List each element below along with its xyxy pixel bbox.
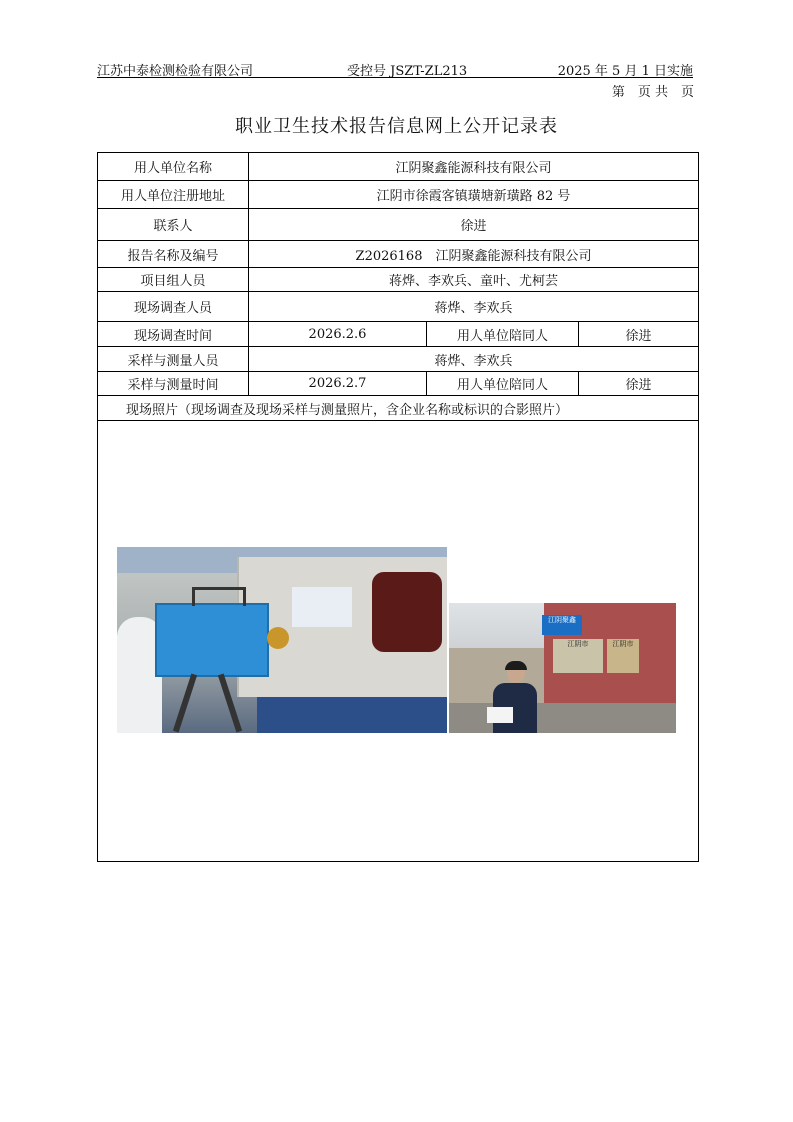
table-row (98, 421, 699, 862)
team-value: 蒋烨、李欢兵、童叶、尤柯芸 (249, 268, 699, 292)
document-title: 职业卫生技术报告信息网上公开记录表 (235, 116, 558, 137)
table-row (98, 396, 699, 421)
record-table (97, 152, 699, 862)
company-sign: 江阴聚鑫 (542, 615, 582, 635)
contact-label: 联系人 (98, 209, 249, 241)
table-row (98, 322, 699, 347)
control-number: 受控号 JSZT-ZL213 (347, 64, 468, 79)
table-row (98, 153, 699, 181)
survey-photo (117, 547, 447, 733)
unit-name-value: 江阴聚鑫能源科技有限公司 (249, 153, 699, 181)
table-row (98, 372, 699, 396)
page-number: 第 页 共 页 (611, 85, 694, 100)
company-plaque: 江阴市 (607, 639, 639, 673)
unit-address-value: 江阴市徐霞客镇璜塘新璜路 82 号 (249, 181, 699, 209)
report-label: 报告名称及编号 (98, 241, 249, 268)
team-label: 项目组人员 (98, 268, 249, 292)
escort-value: 徐进 (579, 322, 699, 347)
unit-name-label: 用人单位名称 (98, 153, 249, 181)
company-name: 江苏中泰检测检验有限公司 (97, 64, 254, 79)
table-row (98, 292, 699, 322)
survey-staff-value: 蒋烨、李欢兵 (249, 292, 699, 322)
table-row (98, 241, 699, 268)
contact-value: 徐进 (249, 209, 699, 241)
effective-date: 2025 年 5 月 1 日实施 (557, 64, 693, 79)
sampling-staff-label: 采样与测量人员 (98, 347, 249, 372)
header-divider (97, 77, 693, 78)
escort-label: 用人单位陪同人 (427, 372, 579, 396)
table-row (98, 209, 699, 241)
escort-value: 徐进 (579, 372, 699, 396)
escort-label: 用人单位陪同人 (427, 322, 579, 347)
sampling-staff-value: 蒋烨、李欢兵 (249, 347, 699, 372)
table-row (98, 181, 699, 209)
page-header (97, 60, 693, 78)
survey-time-label: 现场调查时间 (98, 322, 249, 347)
company-plaque: 江阴市 (553, 639, 603, 673)
unit-address-label: 用人单位注册地址 (98, 181, 249, 209)
table-row (98, 268, 699, 292)
table-row (98, 347, 699, 372)
survey-time-value: 2026.2.6 (249, 322, 427, 347)
photos-label: 现场照片（现场调查及现场采样与测量照片，含企业名称或标识的合影照片） (98, 396, 699, 421)
group-photo (449, 603, 676, 733)
survey-staff-label: 现场调查人员 (98, 292, 249, 322)
photos-area (98, 421, 699, 862)
report-value: Z2026168 江阴聚鑫能源科技有限公司 (249, 241, 699, 268)
sampling-time-label: 采样与测量时间 (98, 372, 249, 396)
sampling-time-value: 2026.2.7 (249, 372, 427, 396)
